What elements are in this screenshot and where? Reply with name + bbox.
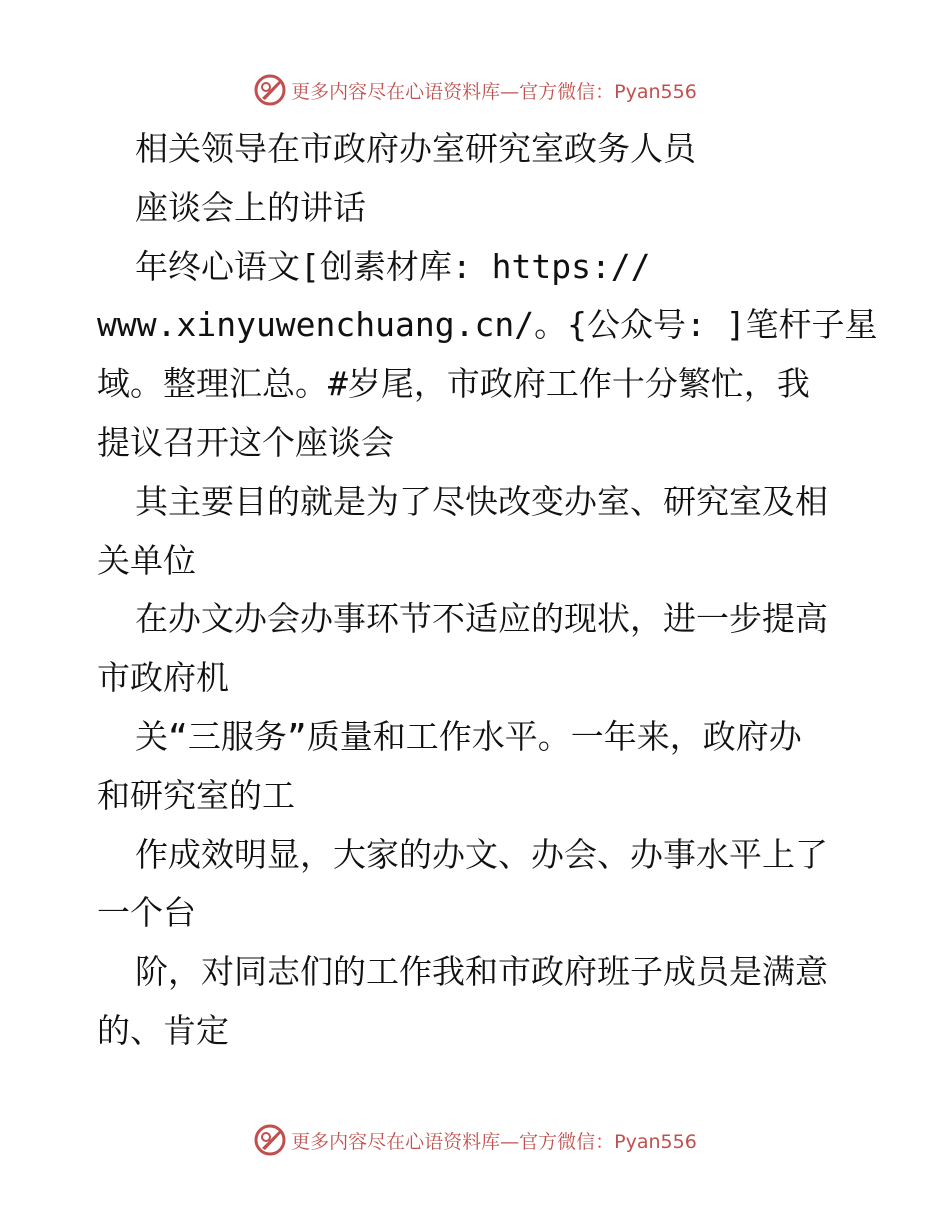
doc-line: 年终心语文[创素材库: https:// [135,246,651,286]
doc-line: 域。整理汇总。#岁尾，市政府工作十分繁忙，我 [97,364,810,404]
header-banner [0,70,950,110]
doc-line: 阶，对同志们的工作我和市政府班子成员是满意 [135,952,828,992]
doc-line: www.xinyuwenchuang.cn/。{公众号: ]笔杆子星 [97,305,878,345]
doc-line: 关“三服务”质量和工作水平。一年来，政府办 [135,716,802,756]
footer-banner-text: 更多内容尽在心语资料库—官方微信：Pyan556 [291,1130,697,1153]
red-quill-logo-icon [253,1123,287,1157]
footer-banner-account: Pyan556 [614,1130,697,1153]
doc-line: 一个台 [97,893,196,933]
doc-line: 提议召开这个座谈会 [97,422,394,462]
red-quill-logo-icon [253,73,287,107]
doc-line: 作成效明显，大家的办文、办会、办事水平上了 [135,834,828,874]
doc-line-title-1: 相关领导在市政府办室研究室政务人员 [135,129,696,168]
doc-line-title-2: 座谈会上的讲话 [135,187,366,227]
doc-line: 在办文办会办事环节不适应的现状，进一步提高 [135,599,828,639]
header-banner-text: 更多内容尽在心语资料库—官方微信：Pyan556 [291,80,697,103]
doc-line: 其主要目的就是为了尽快改变办室、研究室及相 [135,481,828,521]
doc-line: 市政府机 [97,658,229,698]
header-banner-account: Pyan556 [614,80,697,103]
footer-banner [0,1120,950,1160]
doc-line: 和研究室的工 [97,775,295,815]
document-body [97,120,878,1061]
doc-line: 的、肯定 [97,1010,229,1050]
doc-line: 关单位 [97,540,196,580]
